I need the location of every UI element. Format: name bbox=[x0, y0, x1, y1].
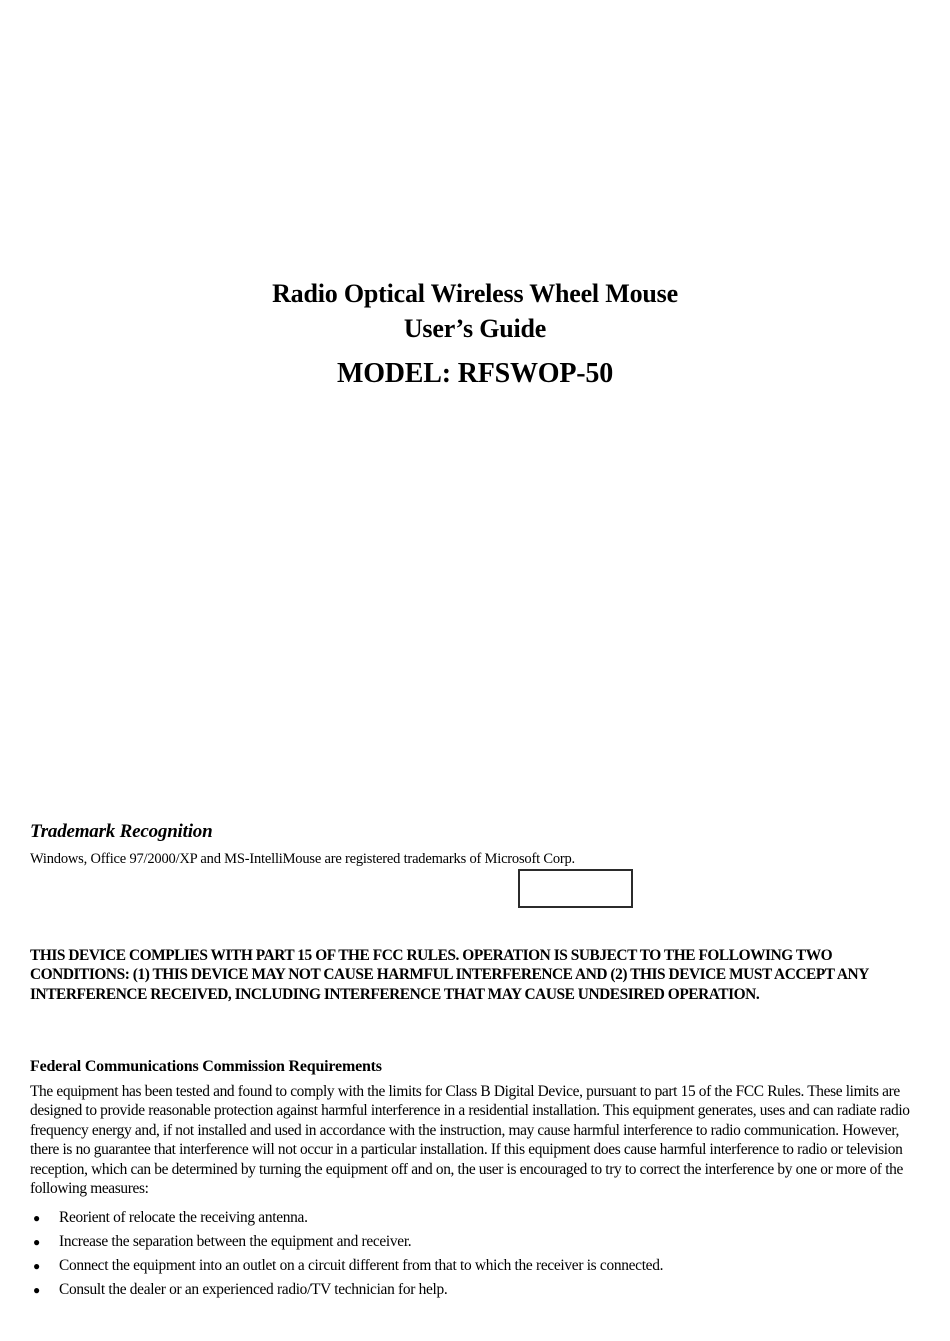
bullet-icon: ● bbox=[33, 1283, 40, 1298]
title-block bbox=[0, 276, 950, 391]
list-item bbox=[30, 1278, 928, 1302]
trademark-section bbox=[30, 820, 925, 868]
document-title-line2: User’s Guide bbox=[403, 314, 547, 343]
list-item bbox=[30, 1230, 928, 1254]
measure-text: Reorient of relocate the receiving antenna. bbox=[59, 1209, 308, 1227]
document-title-line1: Radio Optical Wireless Wheel Mouse bbox=[272, 279, 678, 308]
list-item bbox=[30, 1254, 928, 1278]
fcc-requirements-section bbox=[30, 1057, 928, 1302]
measure-text: Increase the separation between the equipment and receiver. bbox=[59, 1233, 412, 1251]
fcc-compliance-notice: THIS DEVICE COMPLIES WITH PART 15 OF THE FCC RULES. OPERATION IS SUBJECT TO THE FOLLOWING TWO CONDITIONS: (1) THIS DEVICE MAY NOT CAUSE HARMFUL INTERFERENCE AND (2) THIS DEVICE MUST ACCEPT ANY INTERFERENCE RECEIVED, INCLUDING INTERFERENCE THAT MAY CAUSE UNDESIRED OPERATION. bbox=[30, 947, 869, 1003]
trademark-body-text: Windows, Office 97/2000/XP and MS-IntelliMouse are registered trademarks of Microsoft Corp. bbox=[30, 851, 575, 867]
list-item bbox=[30, 1206, 928, 1230]
measure-text: Connect the equipment into an outlet on a circuit different from that to which the receiver is connected. bbox=[59, 1257, 664, 1275]
trademark-heading: Trademark Recognition bbox=[30, 821, 213, 842]
fcc-requirements-body: The equipment has been tested and found to comply with the limits for Class B Digital Device, pursuant to part 15 of the FCC Rules. These limits are designed to provide reasonable protection against harmful interference in a residential installation. This equipment generates, uses and can radiate radio frequency energy and, if not installed and used in accordance with the instruction, may cause harmful interference to radio communication. However, there is no guarantee that interference will not occur in a particular installation. If this equipment does cause harmful interference to radio or television reception, which can be determined by turning the equipment off and on, the user is encouraged to try to correct the interference by one or more of the following measures: bbox=[30, 1083, 910, 1198]
fcc-requirements-heading: Federal Communications Commission Requirements bbox=[30, 1058, 382, 1075]
bullet-icon: ● bbox=[33, 1211, 40, 1226]
bullet-icon: ● bbox=[33, 1235, 40, 1250]
empty-placeholder-box bbox=[518, 869, 633, 908]
measure-text: Consult the dealer or an experienced radio/TV technician for help. bbox=[59, 1281, 448, 1299]
model-number-line: MODEL: RFSWOP-50 bbox=[336, 358, 613, 389]
fcc-measures-list bbox=[30, 1206, 928, 1302]
bullet-icon: ● bbox=[33, 1259, 40, 1274]
